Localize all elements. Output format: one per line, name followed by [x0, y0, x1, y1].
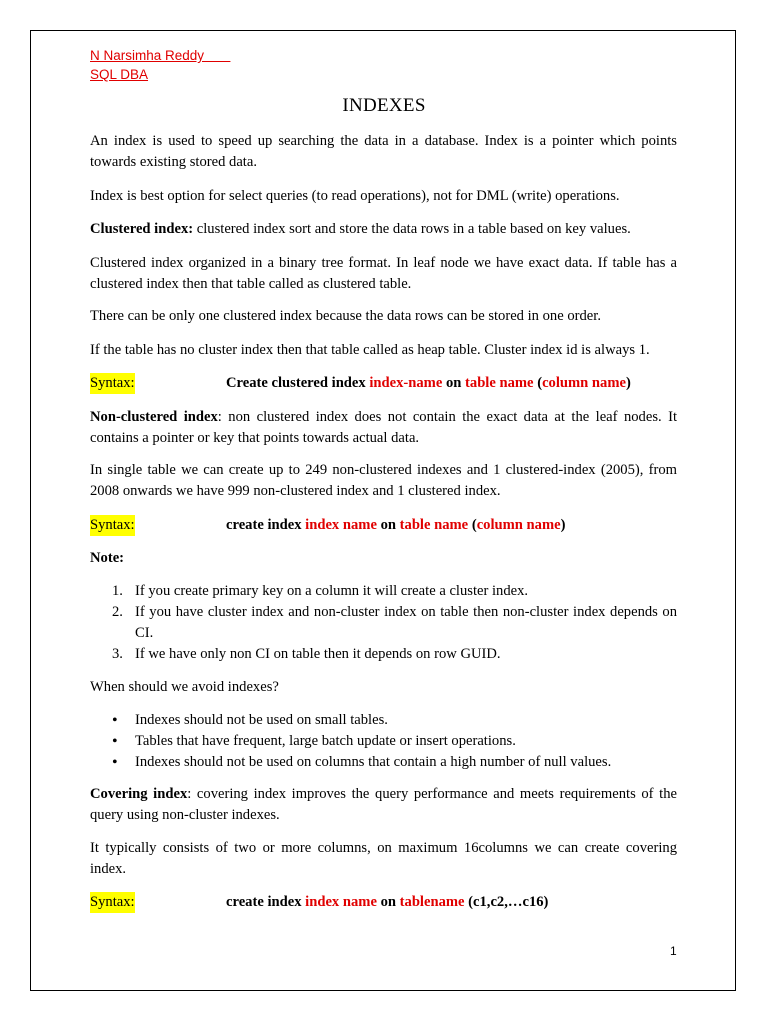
list-number: 1.: [112, 583, 123, 599]
list-text: If we have only non CI on table then it depends on row GUID.: [135, 646, 501, 662]
list-text: Tables that have frequent, large batch update or insert operations.: [135, 733, 516, 749]
paragraph-non-clustered: [90, 407, 677, 449]
list-text: Indexes should not be used on small tables.: [135, 712, 388, 728]
paragraph-covering-columns: It typically consists of two or more columns, on maximum 16columns we can create covering index.: [90, 840, 677, 877]
author-name: N Narsimha Reddy: [90, 48, 205, 63]
paragraph-only-one-clustered: There can be only one clustered index because the data rows can be stored in one order.: [90, 308, 601, 324]
syntax-command: Create clustered index index-name on table name (column name): [226, 375, 631, 391]
paragraph-heap-table: If the table has no cluster index then that table called as heap table. Cluster index id is always 1.: [90, 342, 650, 358]
bullet-icon: •: [112, 712, 118, 729]
page-number: 1: [670, 944, 677, 958]
paragraph-index-intro: An index is used to speed up searching the data in a database. Index is a pointer which points towards existing stored data.: [90, 133, 677, 170]
paragraph-avoid-heading: When should we avoid indexes?: [90, 679, 279, 695]
author-role: SQL DBA: [90, 67, 149, 82]
list-text: Indexes should not be used on columns that contain a high number of null values.: [135, 754, 612, 770]
paragraph-index-limits: In single table we can create up to 249 non-clustered indexes and 1 clustered-index (2005), from 2008 onwards we have 999 non-clustered index and 1 clustered index.: [90, 462, 677, 499]
list-text: If you have cluster index and non-cluster index on table then non-cluster index depends on CI.: [135, 604, 677, 641]
syntax-command: create index index name on tablename (c1,c2,…c16): [226, 894, 549, 910]
syntax-command: create index index name on table name (column name): [226, 517, 566, 533]
page-title: INDEXES: [342, 95, 426, 116]
list-number: 3.: [112, 646, 123, 662]
paragraph-index-best-option: Index is best option for select queries (to read operations), not for DML (write) operations.: [90, 188, 620, 204]
syntax-label: Syntax:: [90, 892, 135, 913]
definition-covering-index: : covering index improves the query performance and meets requirements of the query using non-cluster indexes.: [90, 786, 677, 823]
list-text: If you create primary key on a column it will create a cluster index.: [135, 583, 529, 599]
list-number: 2.: [112, 604, 123, 620]
note-heading: Note:: [90, 550, 125, 566]
paragraph-binary-tree: Clustered index organized in a binary tree format. In leaf node we have exact data. If table has a clustered index then that table called as clustered table.: [90, 255, 677, 292]
bullet-icon: •: [112, 733, 118, 750]
definition-clustered-index: clustered index sort and store the data rows in a table based on key values.: [193, 221, 631, 237]
term-clustered-index: Clustered index:: [90, 221, 194, 237]
definition-non-clustered-index: : non clustered index does not contain the exact data at the leaf nodes. It contains a pointer or key that points towards actual data.: [90, 409, 677, 446]
bullet-icon: •: [112, 754, 118, 771]
term-non-clustered-index: Non-clustered index: [90, 409, 218, 425]
paragraph-clustered-index: [90, 219, 677, 240]
syntax-label: Syntax:: [90, 373, 135, 394]
author-block: [90, 46, 230, 84]
term-covering-index: Covering index: [90, 786, 188, 802]
paragraph-covering-index: [90, 784, 677, 826]
syntax-label: Syntax:: [90, 515, 135, 536]
